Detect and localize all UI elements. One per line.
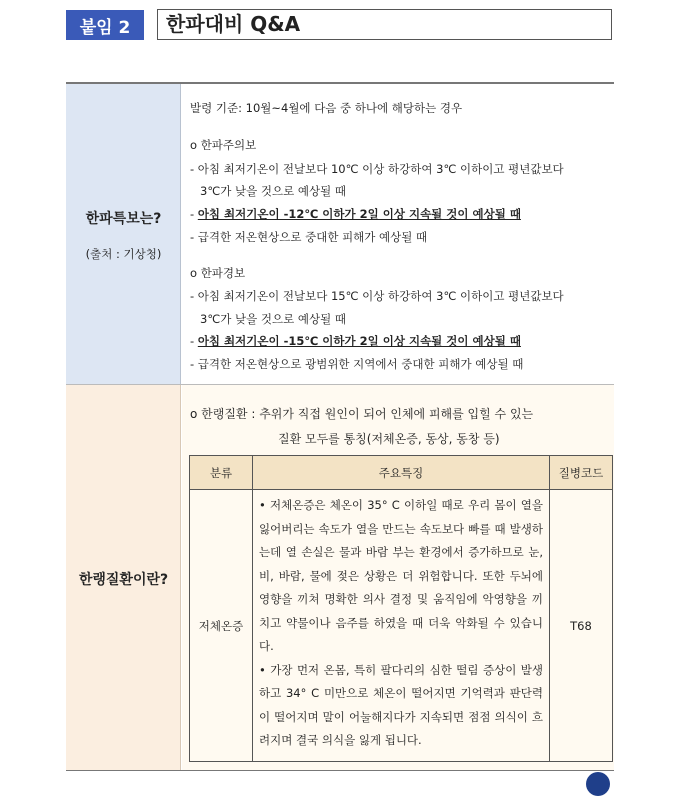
advisory-heading: o 한파주의보 <box>190 138 257 152</box>
section-source: (출처 : 기상청) <box>85 247 162 261</box>
section-title: 한파특보는? <box>85 211 162 227</box>
advisory-line: - 급격한 저온현상으로 중대한 피해가 예상될 때 <box>190 230 428 244</box>
section-content <box>182 84 614 386</box>
section-title: 한랭질환이란? <box>78 572 169 588</box>
table-header-row <box>190 456 613 490</box>
warning-heading: o 한파경보 <box>190 266 246 280</box>
warning-line-emphasis: - 아침 최저기온이 -15℃ 이하가 2일 이상 지속될 것이 예상될 때 <box>190 334 521 348</box>
cold-wave-warning-section <box>66 82 614 386</box>
warning-line: - 아침 최저기온이 전날보다 15℃ 이상 하강하여 3℃ 이하이고 평년값보다 <box>190 289 564 303</box>
disease-code-cell: T68 <box>550 490 613 762</box>
page-corner-icon <box>586 772 610 796</box>
warning-line: - 급격한 저온현상으로 광범위한 지역에서 중대한 피해가 예상될 때 <box>190 357 524 371</box>
advisory-line: - 아침 최저기온이 전날보다 10℃ 이상 하강하여 3℃ 이하이고 평년값보다 <box>190 162 564 176</box>
table-header: 질병코드 <box>550 456 613 490</box>
advisory-line-emphasis: - 아침 최저기온이 -12℃ 이하가 2일 이상 지속될 것이 예상될 때 <box>190 207 521 221</box>
feature-bullet: • 저체온증은 체온이 35° C 이하일 때로 우리 몸이 열을 잃어버리는 속도가 열을 만드는 속도보다 빠를 때 발생하는데 열 손실은 물과 바람 부는 환경에서 증가하므로 눈, 비, 바람, 물에 젖은 상황은 더 위험합니다. 또한 두뇌에 영향을 끼쳐 명확한 의사 결정 및 움직임에 악영향을 끼치고 약물이나 음주를 하였을 때 더욱 악화될 수 있습니다. <box>259 498 543 653</box>
intro-text: o 한랭질환 : 추위가 직접 원인이 되어 인체에 피해를 입힐 수 있는 <box>190 407 534 421</box>
table-header: 분류 <box>190 456 253 490</box>
criteria-text: 발령 기준: 10월~4월에 다음 중 하나에 해당하는 경우 <box>190 101 463 115</box>
attachment-badge: 붙임 2 <box>66 10 144 40</box>
advisory-line: 3℃가 낮을 것으로 예상될 때 <box>200 184 346 198</box>
intro-text: 질환 모두를 통칭(저체온증, 동상, 동창 등) <box>278 432 500 446</box>
feature-bullet: • 가장 먼저 온몸, 특히 팔다리의 심한 떨림 증상이 발생하고 34° C 미만으로 체온이 떨어지면 기억력과 판단력이 떨어지며 말이 어눌해지다가 지속되면 점점 의식이 흐려지며 결국 의식을 잃게 됩니다. <box>259 662 543 747</box>
category-cell: 저체온증 <box>190 490 253 762</box>
page-title: 한파대비 Q&A <box>157 9 612 40</box>
cold-illness-section <box>66 384 614 771</box>
section-label-cell <box>66 84 181 386</box>
section-content <box>182 385 614 770</box>
section-label-cell <box>66 385 181 770</box>
table-row <box>190 490 613 762</box>
features-cell <box>253 490 550 762</box>
warning-line: 3℃가 낮을 것으로 예상될 때 <box>200 312 346 326</box>
table-header: 주요특징 <box>253 456 550 490</box>
cold-illness-table <box>189 455 613 762</box>
